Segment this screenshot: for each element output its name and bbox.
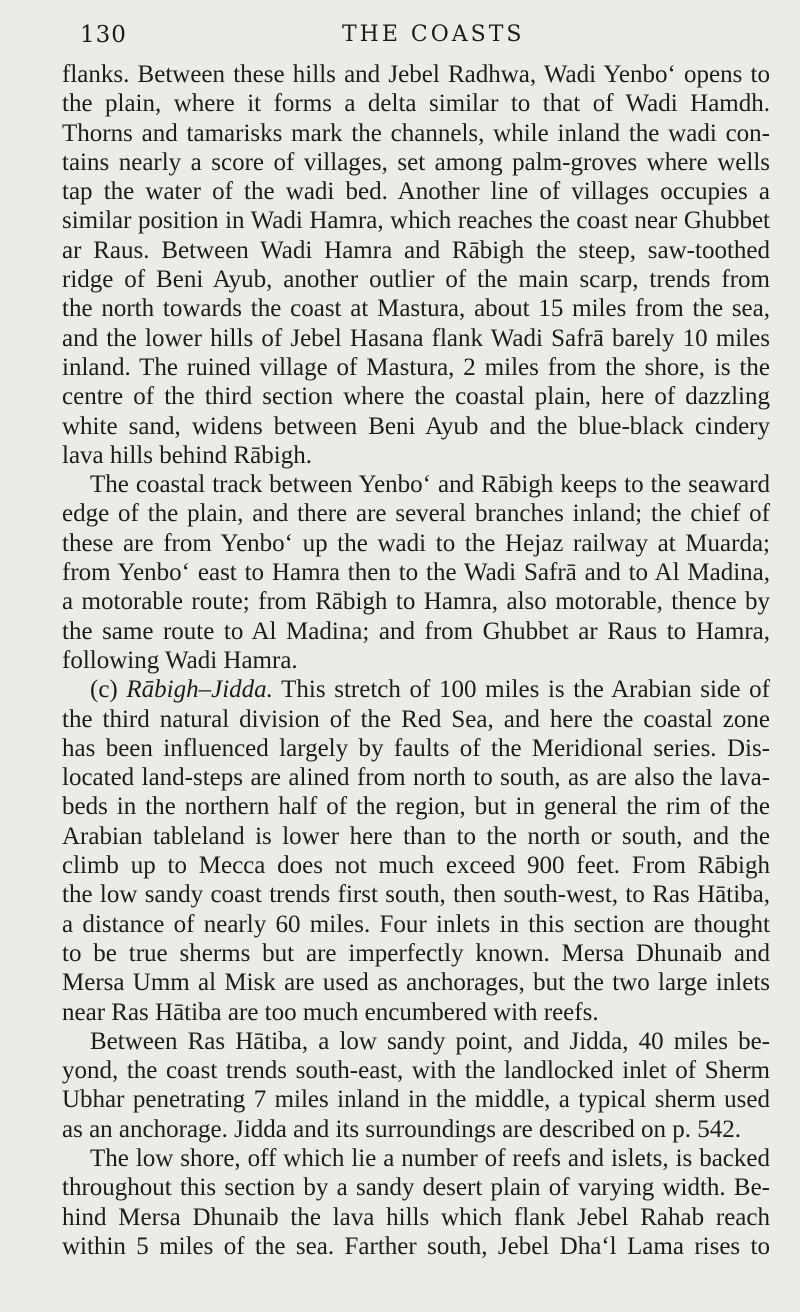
paragraph-start-line: The coastal track between Yenbo‘ and Rābigh keeps to the seaward: [90, 471, 770, 499]
text-line: a motorable route; from Rābigh to Hamra, also motorable, thence by: [62, 588, 770, 616]
text-line: edge of the plain, and there are several branches inland; the chief of: [62, 500, 770, 528]
text-line: the same route to Al Madina; and from Ghubbet ar Raus to Hamra,: [62, 617, 770, 645]
page-number: 130: [80, 22, 127, 48]
text-line: following Wadi Hamra.: [62, 646, 298, 674]
text-line: the low sandy coast trends first south, then south-west, to Ras Hātiba,: [62, 881, 770, 909]
text-line: climb up to Mecca does not much exceed 900 feet. From Rābigh: [62, 852, 770, 880]
page-header: [62, 18, 770, 60]
section-title: Rābigh–Jidda.: [126, 676, 273, 704]
paragraph-start-line: Between Ras Hātiba, a low sandy point, and Jidda, 40 miles be-: [90, 1027, 770, 1055]
text-line: Arabian tableland is lower here than to the north or south, and the: [62, 822, 770, 850]
text-line: as an anchorage. Jidda and its surroundings are described on p. 542.: [62, 1115, 741, 1143]
text-line: the plain, where it forms a delta similar to that of Wadi Hamdh.: [62, 90, 770, 118]
text-line: Ubhar penetrating 7 miles inland in the middle, a typical sherm used: [62, 1086, 770, 1114]
text-line: has been influenced largely by faults of the Meridional series. Dis-: [62, 734, 770, 762]
text-line: Thorns and tamarisks mark the channels, while inland the wadi con-: [62, 119, 770, 147]
book-page: [62, 18, 770, 1261]
text-line: similar position in Wadi Hamra, which reaches the coast near Ghubbet: [62, 207, 770, 235]
text-line: within 5 miles of the sea. Farther south, Jebel Dha‘l Lama rises to: [62, 1232, 770, 1260]
text-line: Mersa Umm al Misk are used as anchorages, but the two large inlets: [62, 969, 770, 997]
text-line: the north towards the coast at Mastura, about 15 miles from the sea,: [62, 295, 770, 323]
body-text: [62, 60, 770, 1261]
paragraph-start-line: The low shore, off which lie a number of reefs and islets, is backed: [90, 1144, 770, 1172]
section-intro-text: This stretch of 100 miles is the Arabian side of: [272, 676, 770, 704]
text-line: white sand, widens between Beni Ayub and the blue-black cindery: [62, 412, 770, 440]
text-line: lava hills behind Rābigh.: [62, 441, 312, 469]
text-line: tap the water of the wadi bed. Another line of villages occupies a: [62, 178, 770, 206]
text-line: the third natural division of the Red Sea, and here the coastal zone: [62, 705, 770, 733]
text-line: beds in the northern half of the region, but in general the rim of the: [62, 793, 770, 821]
text-line: flanks. Between these hills and Jebel Radhwa, Wadi Yenbo‘ opens to: [62, 61, 770, 88]
text-line: tains nearly a score of villages, set among palm-groves where wells: [62, 148, 770, 176]
text-line: a distance of nearly 60 miles. Four inlets in this section are thought: [62, 910, 770, 938]
text-line: ridge of Beni Ayub, another outlier of the main scarp, trends from: [62, 266, 770, 294]
text-line: these are from Yenbo‘ up the wadi to the Hejaz railway at Muarda;: [62, 529, 770, 557]
text-line: centre of the third section where the coastal plain, here of dazzling: [62, 383, 770, 411]
section-heading-line: [62, 675, 770, 704]
text-line: throughout this section by a sandy desert plain of varying width. Be-: [62, 1174, 770, 1202]
section-label: (c): [90, 676, 127, 704]
running-title: THE COASTS: [342, 22, 525, 47]
text-line: ar Raus. Between Wadi Hamra and Rābigh the steep, saw-toothed: [62, 236, 770, 264]
text-line: located land-steps are alined from north to south, as are also the lava-: [62, 764, 770, 792]
text-line: near Ras Hātiba are too much encumbered with reefs.: [62, 998, 599, 1026]
text-line: hind Mersa Dhunaib the lava hills which flank Jebel Rahab reach: [62, 1203, 770, 1231]
text-line: to be true sherms but are imperfectly known. Mersa Dhunaib and: [62, 939, 770, 967]
text-line: inland. The ruined village of Mastura, 2 miles from the shore, is the: [62, 353, 770, 381]
text-line: and the lower hills of Jebel Hasana flank Wadi Safrā barely 10 miles: [62, 324, 770, 352]
text-line: yond, the coast trends south-east, with the landlocked inlet of Sherm: [62, 1057, 770, 1085]
text-line: from Yenbo‘ east to Hamra then to the Wadi Safrā and to Al Madina,: [62, 559, 770, 587]
